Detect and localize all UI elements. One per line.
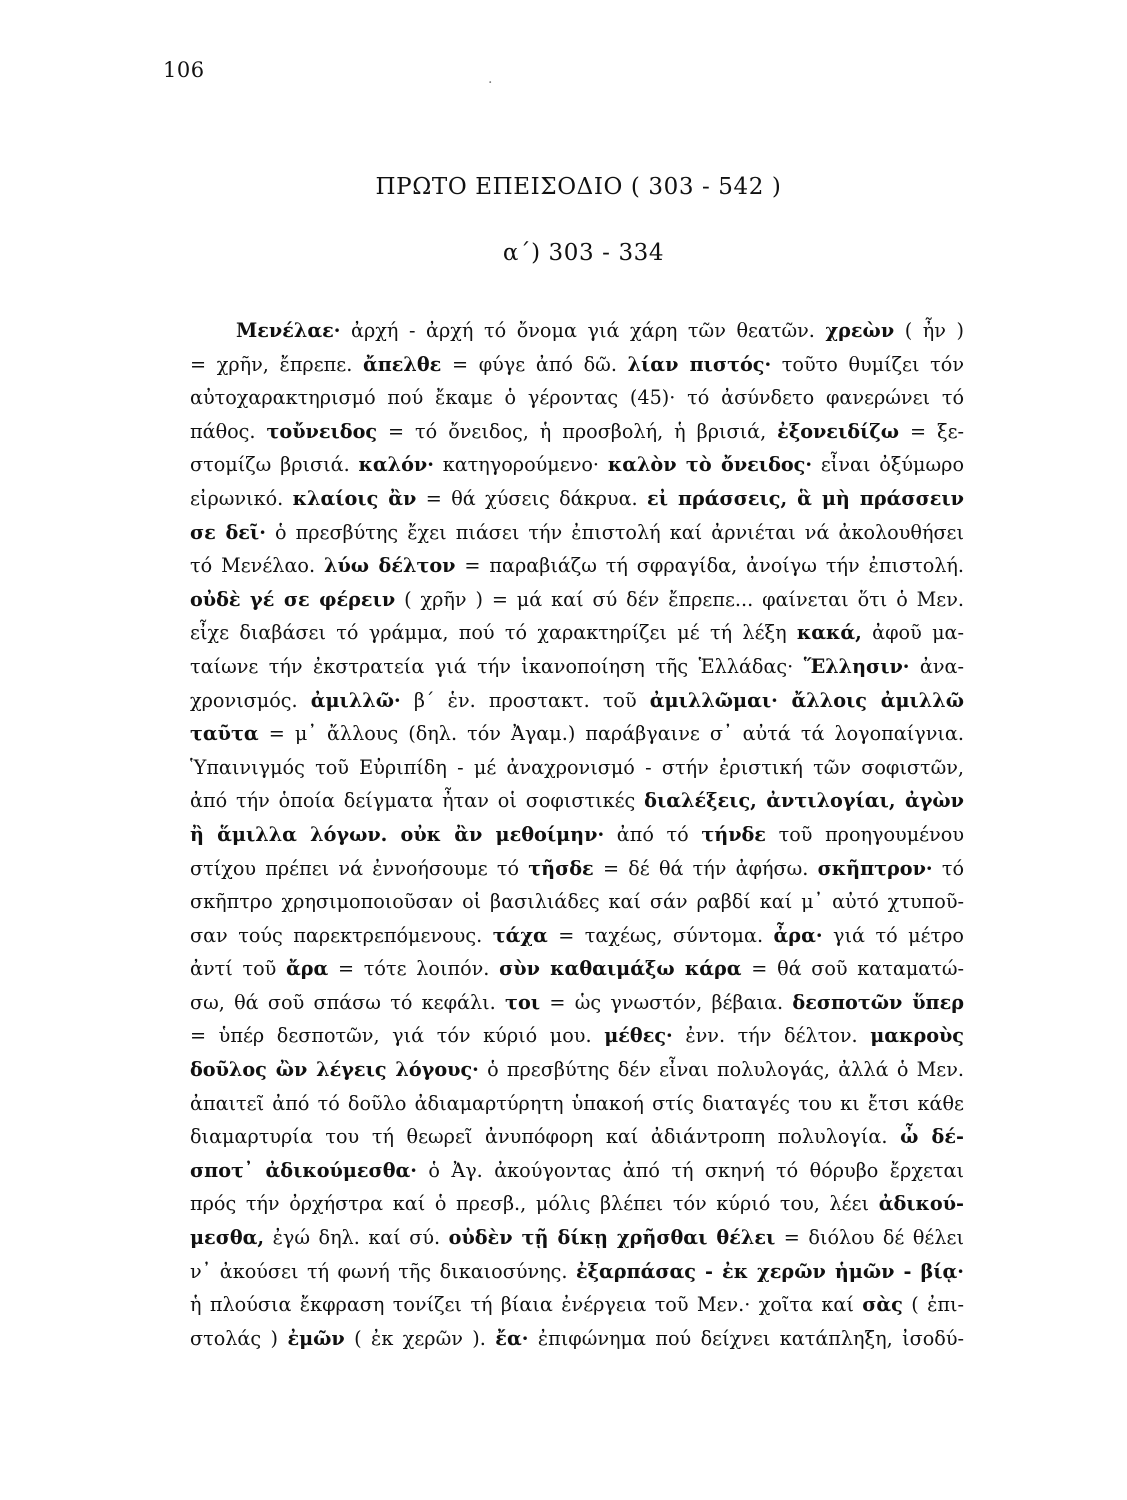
- lemma-term: ὦ δέ-: [900, 1125, 964, 1149]
- lemma-term: Μενέλαε·: [236, 319, 341, 342]
- lemma-term: ἆρα·: [773, 923, 823, 947]
- lemma-term: οὐδὲν τῇ δίκῃ χρῆσθαι θέλει: [448, 1226, 776, 1250]
- lemma-term: σκῆπτρον·: [817, 856, 933, 880]
- commentary-run: = τότε λοιπόν.: [328, 957, 500, 981]
- commentary-run: = χρῆν, ἔπρεπε.: [190, 352, 363, 376]
- commentary-run: ἀπό τήν ὁποία δείγματα ἦταν οἱ σοφιστικές: [190, 789, 645, 813]
- commentary-run: ὁ πρεσβύτης ἔχει πιάσει τήν ἐπιστολή καί ἀρνιέται νά ἀκολουθήσει: [265, 520, 964, 544]
- section-title: ΠΡΩΤΟ ΕΠΕΙΣΟΔΙΟ ( 303 - 542 ): [375, 174, 782, 200]
- text-line: [190, 852, 964, 886]
- print-speck: ·: [488, 75, 493, 91]
- text-line: [190, 1120, 964, 1154]
- commentary-run: ( ἐπι-: [902, 1293, 964, 1317]
- commentary-run: ἀπό τό: [604, 822, 702, 846]
- lemma-term: ἐμῶν: [287, 1326, 345, 1350]
- commentary-run: = παραβιάζω τή σφραγίδα, ἀνοίγω τήν ἐπιστολή.: [455, 554, 964, 578]
- lemma-term: σὰς: [862, 1293, 903, 1317]
- lemma-term: τοὔνειδος: [266, 419, 378, 443]
- commentary-run: ὁ πρεσβύτης δέν εἶναι πολυλογάς, ἀλλά ὁ Μεν.: [478, 1058, 964, 1082]
- text-line: [190, 684, 964, 718]
- text-line: [190, 1019, 964, 1053]
- commentary-run: τό Μενέλαο.: [190, 554, 324, 578]
- commentary-run: ἡ πλούσια ἔκφραση τονίζει τή βίαια ἐνέργεια τοῦ Μεν.· χοῖτα καί: [190, 1293, 863, 1317]
- commentary-run: γιά τό μέτρο: [822, 923, 964, 947]
- lemma-term: μέθες·: [604, 1024, 673, 1048]
- commentary-run: = μ᾿ ἄλλους (δηλ. τόν Ἀγαμ.) παράβγαινε σ᾿ αὐτά τά λογοπαίγνια.: [258, 722, 964, 746]
- lemma-term: ταῦτα: [190, 722, 259, 746]
- commentary-run: τοῦτο θυμίζει τόν: [771, 352, 964, 376]
- commentary-run: σω, θά σοῦ σπάσω τό κεφάλι.: [190, 990, 506, 1014]
- commentary-run: πρός τήν ὀρχήστρα καί ὁ πρεσβ., μόλις βλέπει τόν κύριό του, λέει: [190, 1192, 879, 1216]
- lemma-term: μεσθα,: [190, 1226, 265, 1250]
- lemma-term: καλόν·: [358, 453, 434, 477]
- lemma-term: καλὸν τὸ ὄνειδος·: [607, 453, 813, 477]
- text-line: [190, 1221, 964, 1255]
- text-line: [190, 549, 964, 583]
- commentary-run: σαν τούς παρεκτρεπόμενους.: [190, 923, 493, 947]
- lemma-term: σε δεῖ·: [190, 520, 266, 544]
- lemma-term: χρεὼν: [825, 319, 895, 342]
- commentary-run: ἀνα-: [909, 654, 964, 678]
- commentary-run: στολάς ): [190, 1326, 288, 1350]
- commentary-run: ( χρῆν ) = μά καί σύ δέν ἔπρεπε... φαίνεται ὅτι ὁ Μεν.: [395, 587, 964, 611]
- commentary-run: = ὑπέρ δεσποτῶν, γιά τόν κύριό μου.: [190, 1024, 605, 1048]
- commentary-run: Ὑπαινιγμός τοῦ Εὐριπίδη - μέ ἀναχρονισμό - στήν ἐριστική τῶν σοφιστῶν,: [190, 755, 964, 779]
- commentary-run: ἐπιφώνημα πού δείχνει κατάπληξη, ἰσοδύ-: [528, 1326, 964, 1350]
- text-line: [190, 1187, 964, 1221]
- commentary-run: εἰρωνικό.: [190, 486, 293, 510]
- page-number: 106: [163, 58, 205, 82]
- text-line: [190, 583, 964, 617]
- lemma-term: τάχα: [492, 923, 548, 947]
- commentary-run: στίχου πρέπει νά ἐννοήσουμε τό: [190, 856, 529, 880]
- text-line: [190, 919, 964, 953]
- commentary-run: ἐγώ δηλ. καί σύ.: [264, 1226, 449, 1250]
- text-line: [190, 1255, 964, 1289]
- commentary-run: = ταχέως, σύντομα.: [547, 923, 774, 947]
- text-line: [190, 516, 964, 550]
- commentary-run: τό: [932, 856, 964, 880]
- lemma-term: Ἕλλησιν·: [803, 654, 910, 678]
- text-line: [190, 650, 964, 684]
- lemma-term: σποτ᾿ ἀδικούμεσθα·: [190, 1158, 417, 1182]
- commentary-run: = φύγε ἀπό δῶ.: [441, 352, 628, 376]
- text-line: [190, 751, 964, 785]
- lemma-term: μακροὺς: [870, 1024, 964, 1048]
- lemma-term: διαλέξεις, ἀντιλογίαι, ἀγὼν: [644, 789, 964, 813]
- text-line: [190, 952, 964, 986]
- lemma-term: ἄπελθε: [362, 352, 442, 376]
- text-line: [190, 818, 964, 852]
- commentary-run: αὐτοχαρακτηρισμό πού ἔκαμε ὁ γέροντας (45)· τό ἀσύνδετο φανερώνει τό: [190, 386, 964, 410]
- commentary-run: = θά χύσεις δάκρυα.: [416, 486, 648, 510]
- commentary-run: = διόλου δέ θέλει: [775, 1226, 964, 1250]
- text-line: [190, 986, 964, 1020]
- commentary-run: χρονισμός.: [190, 688, 311, 712]
- commentary-run: ταίωνε τήν ἐκστρατεία γιά τήν ἱκανοποίηση τῆς Ἑλλάδας·: [190, 654, 804, 678]
- commentary-run: ἀπαιτεῖ ἀπό τό δοῦλο ἀδιαμαρτύρητη ὑπακοή στίς διαταγές του κι ἔτσι κάθε: [190, 1091, 964, 1115]
- commentary-run: εἶναι ὀξύμωρο: [812, 453, 964, 477]
- commentary-run: ( ἐκ χερῶν ).: [344, 1326, 496, 1350]
- commentary-run: εἶχε διαβάσει τό γράμμα, πού τό χαρακτηρίζει μέ τή λέξη: [190, 621, 797, 645]
- commentary-run: = δέ θά τήν ἀφήσω.: [593, 856, 818, 880]
- commentary-run: ἐνν. τήν δέλτον.: [672, 1024, 871, 1048]
- commentary-run: = τό ὄνειδος, ἡ προσβολή, ἡ βρισιά,: [377, 419, 778, 443]
- lemma-term: ἐξονειδίζω: [777, 419, 899, 443]
- lemma-term: σὺν καθαιμάξω κάρα: [499, 957, 742, 981]
- lemma-term: δοῦλος ὢν λέγεις λόγους·: [190, 1058, 479, 1082]
- text-line: [190, 448, 964, 482]
- lemma-term: εἰ πράσσεις, ἃ μὴ πράσσειν: [647, 486, 964, 510]
- text-line: [190, 885, 964, 919]
- lemma-term: τοι: [505, 990, 541, 1014]
- commentary-run: τοῦ προηγουμένου: [765, 822, 964, 846]
- text-line: [190, 415, 964, 449]
- lemma-term: κλαίοις ἂν: [292, 486, 417, 510]
- text-line: [190, 381, 964, 415]
- lemma-term: ἀδικού-: [878, 1192, 964, 1216]
- text-line: [190, 1154, 964, 1188]
- commentary-run: ( ἦν ): [894, 319, 964, 342]
- commentary-run: = ὡς γνωστόν, βέβαια.: [540, 990, 793, 1014]
- commentary-run: ἀφοῦ μα-: [861, 621, 964, 645]
- lemma-term: λύω δέλτον: [324, 554, 456, 578]
- lemma-term: ἢ ἅμιλλα λόγων. οὐκ ἂν μεθοίμην·: [190, 822, 605, 846]
- lemma-term: ἐξαρπάσας - ἐκ χερῶν ἡμῶν - βίᾳ·: [575, 1259, 964, 1283]
- commentary-run: διαμαρτυρία του τή θεωρεῖ ἀνυπόφορη καί ἀδιάντροπη πολυλογία.: [190, 1125, 901, 1149]
- commentary-run: ὁ Ἀγ. ἀκούγοντας ἀπό τή σκηνή τό θόρυβο ἔρχεται: [416, 1158, 964, 1182]
- lemma-term: κακά,: [796, 621, 862, 645]
- section-subtitle: α΄) 303 - 334: [502, 240, 665, 266]
- commentary-run: = θά σοῦ καταματώ-: [741, 957, 964, 981]
- lemma-term: οὐδὲ γέ σε φέρειν: [190, 587, 396, 611]
- text-line: [190, 1053, 964, 1087]
- lemma-term: τῆσδε: [528, 856, 594, 880]
- text-line: [190, 1288, 964, 1322]
- commentary-run: ἀντί τοῦ: [190, 957, 287, 981]
- commentary-run: σκῆπτρο χρησιμοποιοῦσαν οἱ βασιλιάδες καί σάν ραβδί καί μ᾿ αὐτό χτυποῦ-: [190, 890, 964, 914]
- commentary-run: = ξε-: [898, 419, 964, 443]
- lemma-term: δεσποτῶν ὕπερ: [792, 990, 964, 1014]
- text-line: [190, 314, 964, 348]
- lemma-term: ἄρα: [286, 957, 329, 981]
- lemma-term: ἀμιλλῶ·: [310, 688, 401, 712]
- text-line: [190, 348, 964, 382]
- commentary-text: [190, 314, 964, 1355]
- commentary-run: ἀρχή - ἀρχή τό ὄνομα γιά χάρη τῶν θεατῶν.: [340, 319, 826, 342]
- text-line: [190, 616, 964, 650]
- text-line: [190, 482, 964, 516]
- commentary-run: στομίζω βρισιά.: [190, 453, 359, 477]
- text-line: [190, 784, 964, 818]
- text-line: [190, 1087, 964, 1121]
- text-line: [190, 1322, 964, 1356]
- commentary-run: πάθος.: [190, 419, 267, 443]
- lemma-term: τήνδε: [701, 822, 766, 846]
- lemma-term: ἔα·: [495, 1326, 529, 1350]
- lemma-term: ἀμιλλῶμαι· ἄλλοις ἀμιλλῶ: [649, 688, 964, 712]
- lemma-term: λίαν πιστός·: [627, 352, 772, 376]
- text-line: [190, 717, 964, 751]
- commentary-run: ν᾿ ἀκούσει τή φωνή τῆς δικαιοσύνης.: [190, 1259, 576, 1283]
- commentary-run: β΄ ἑν. προστακτ. τοῦ: [400, 688, 650, 712]
- commentary-run: κατηγορούμενο·: [433, 453, 608, 477]
